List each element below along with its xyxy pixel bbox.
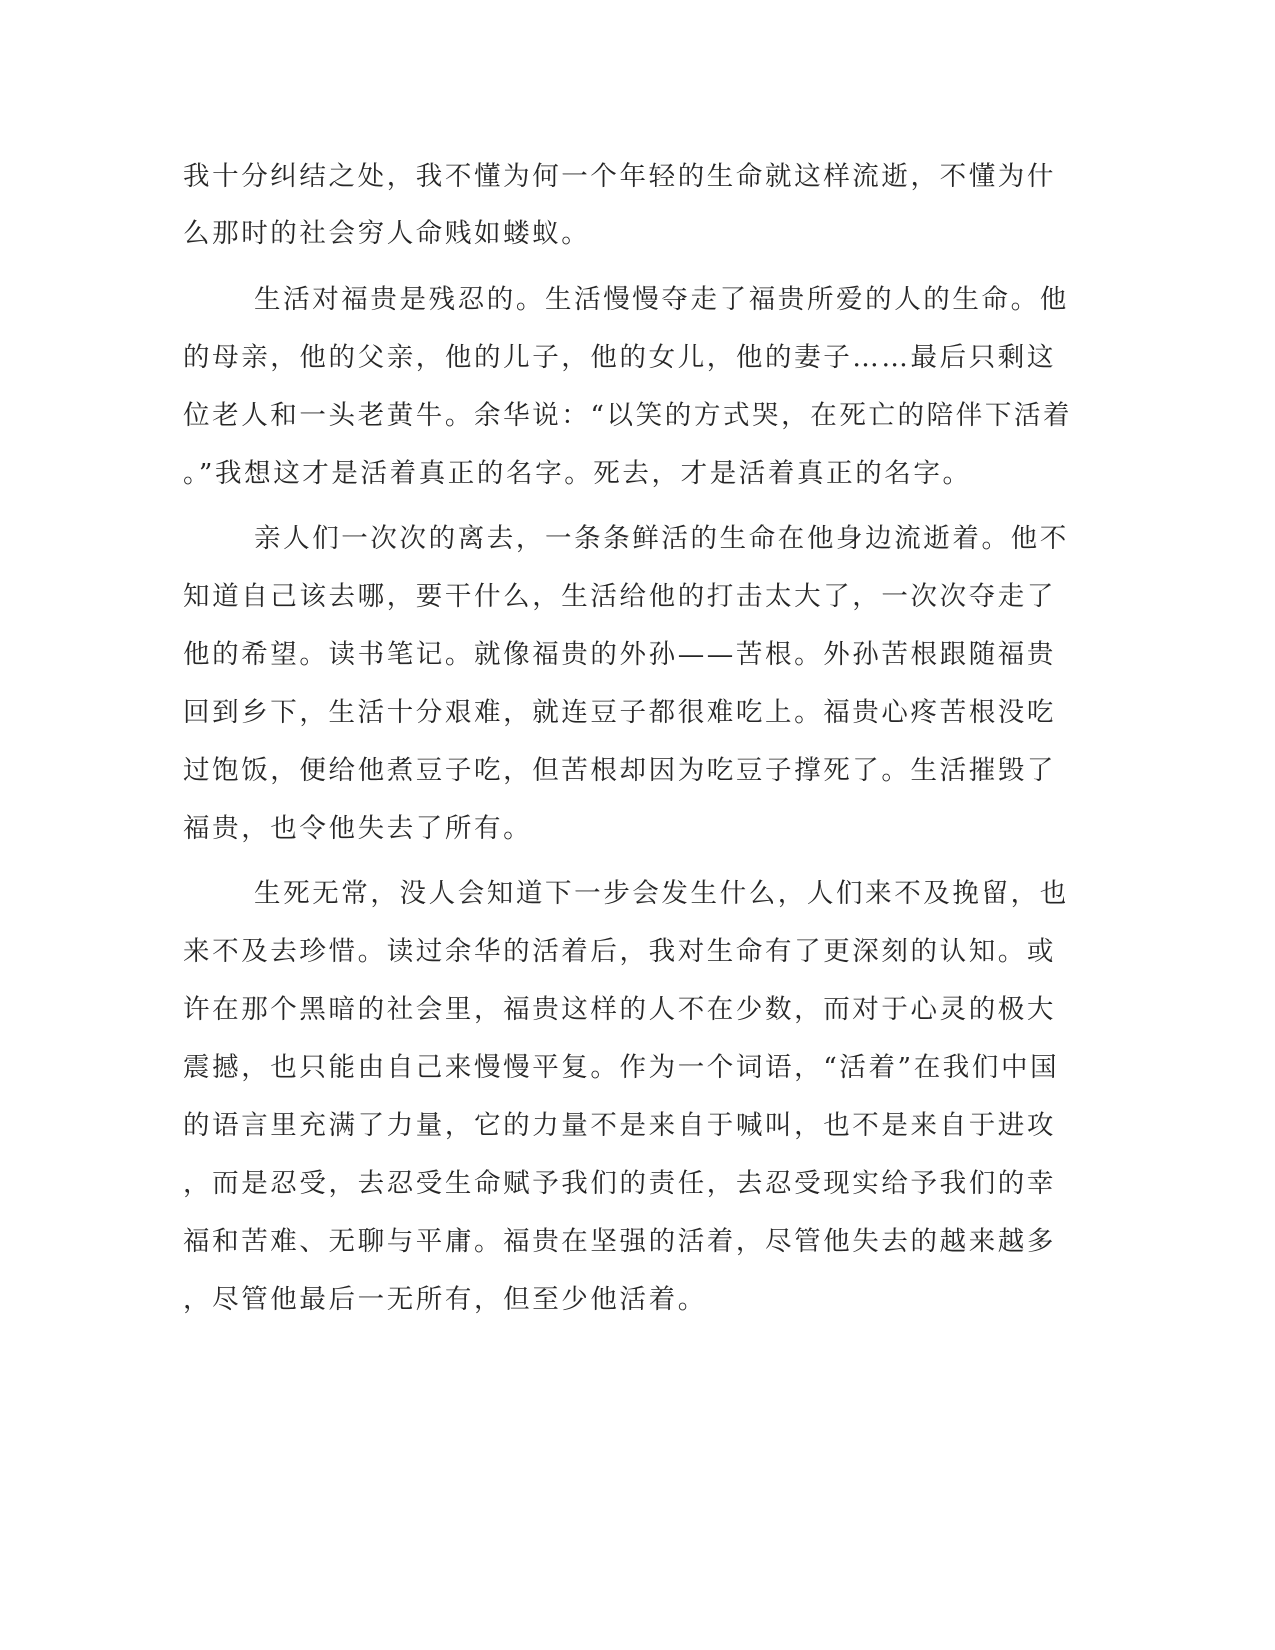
text-line: 知道自己该去哪，要干什么，生活给他的打击太大了，一次次夺走了 (183, 581, 1056, 612)
text-line: 回到乡下，生活十分艰难，就连豆子都很难吃上。福贵心疼苦根没吃 (183, 697, 1056, 728)
paragraph-first-line: 生活对福贵是残忍的。生活慢慢夺走了福贵所爱的人的生命。他 (254, 284, 1069, 315)
text-line: ，而是忍受，去忍受生命赋予我们的责任，去忍受现实给予我们的幸 (183, 1168, 1056, 1199)
text-line: 许在那个黑暗的社会里，福贵这样的人不在少数，而对于心灵的极大 (183, 994, 1056, 1025)
text-line: 。”我想这才是活着真正的名字。死去，才是活着真正的名字。 (183, 458, 972, 489)
paragraph-first-line: 亲人们一次次的离去，一条条鲜活的生命在他身边流逝着。他不 (254, 523, 1069, 554)
text-line: 我十分纠结之处，我不懂为何一个年轻的生命就这样流逝，不懂为什 (183, 161, 1056, 192)
text-line: 他的希望。读书笔记。就像福贵的外孙——苦根。外孙苦根跟随福贵 (183, 639, 1056, 670)
text-line: 福和苦难、无聊与平庸。福贵在坚强的活着，尽管他失去的越来越多 (183, 1226, 1056, 1257)
text-line: 位老人和一头老黄牛。余华说：“以笑的方式哭，在死亡的陪伴下活着 (183, 400, 1073, 431)
paragraph-first-line: 生死无常，没人会知道下一步会发生什么，人们来不及挽留，也 (254, 878, 1069, 909)
text-line: 的母亲，他的父亲，他的儿子，他的女儿，他的妻子……最后只剩这 (183, 342, 1056, 373)
text-line: ，尽管他最后一无所有，但至少他活着。 (183, 1284, 707, 1315)
text-line: 福贵，也令他失去了所有。 (183, 813, 533, 844)
text-line: 过饱饭，便给他煮豆子吃，但苦根却因为吃豆子撑死了。生活摧毁了 (183, 755, 1056, 786)
text-line: 的语言里充满了力量，它的力量不是来自于喊叫，也不是来自于进攻 (183, 1110, 1056, 1141)
text-line: 震撼，也只能由自己来慢慢平复。作为一个词语，“活着”在我们中国 (183, 1052, 1060, 1083)
text-line: 来不及去珍惜。读过余华的活着后，我对生命有了更深刻的认知。或 (183, 936, 1056, 967)
text-line: 么那时的社会穷人命贱如蝼蚁。 (183, 218, 591, 249)
